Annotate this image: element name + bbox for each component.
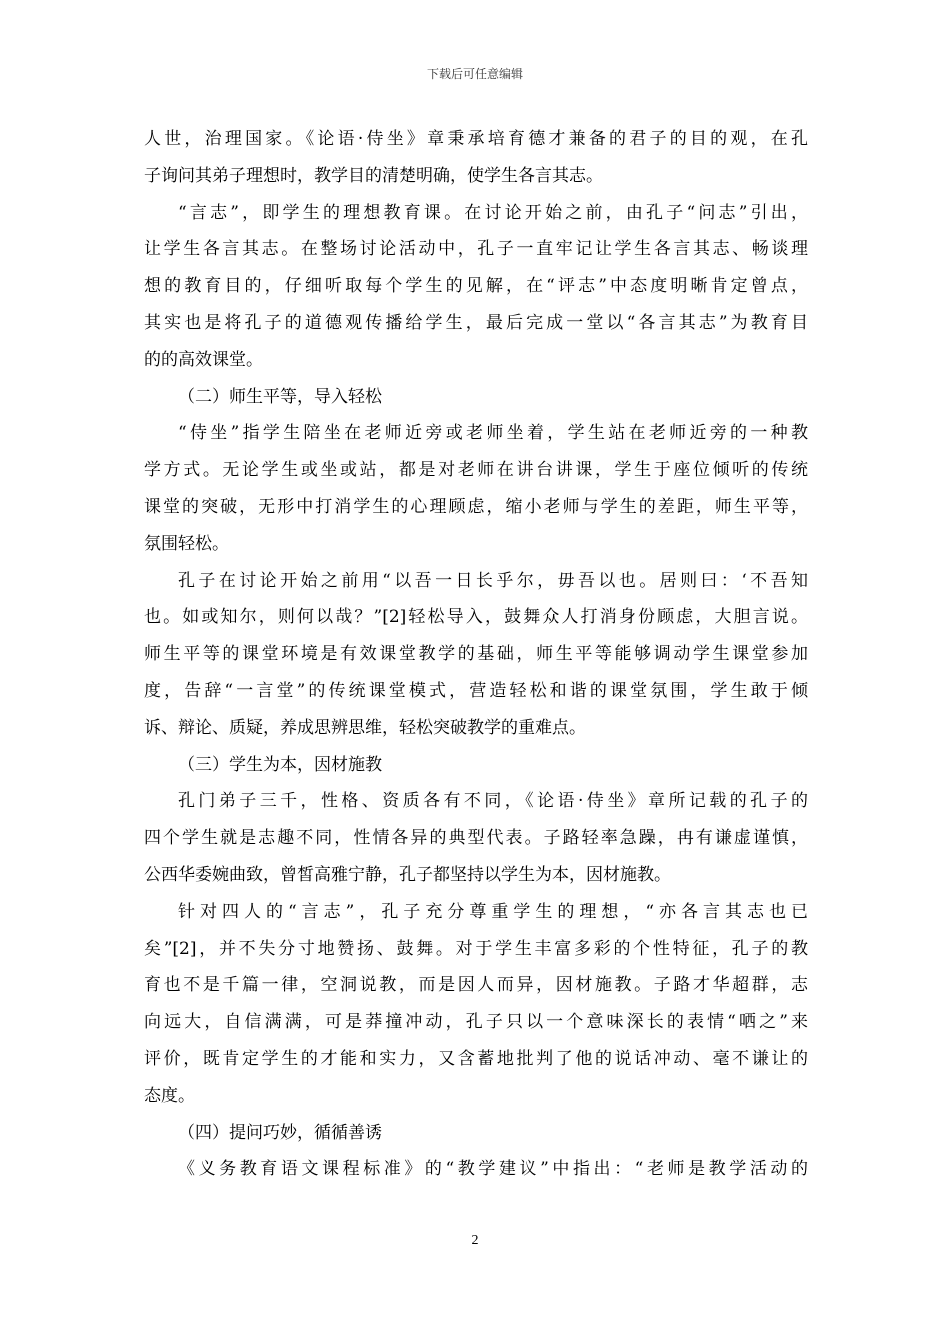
body-line: 其实也是将孔子的道德观传播给学生，最后完成一堂以“各言其志”为教育目: [144, 313, 808, 333]
body-line: 诉、辩论、质疑，养成思辨思维，轻松突破教学的重难点。: [144, 718, 586, 738]
body-line: 育也不是千篇一律，空洞说教，而是因人而异，因材施教。子路才华超群，志: [144, 975, 808, 995]
body-line: 公西华委婉曲致，曾皙高雅宁静，孔子都坚持以学生为本，因材施教。: [144, 865, 671, 885]
body-line: 想的教育目的，仔细听取每个学生的见解，在“评志”中态度明晰肯定曾点，: [144, 276, 808, 296]
body-line: 氛围轻松。: [144, 534, 229, 554]
body-line: 针对四人的“言志”，孔子充分尊重学生的理想，“亦各言其志也已: [178, 902, 808, 922]
body-line: 矣”[2]，并不失分寸地赞扬、鼓舞。对于学生丰富多彩的个性特征，孔子的教: [144, 939, 808, 959]
page-header: 下载后可任意编辑: [426, 67, 523, 81]
body-line: “言志”，即学生的理想教育课。在讨论开始之前，由孔子“问志”引出，: [178, 203, 808, 223]
body-line: 让学生各言其志。在整场讨论活动中，孔子一直牢记让学生各言其志、畅谈理: [144, 239, 808, 259]
body-line: 度，告辞“一言堂”的传统课堂模式，营造轻松和谐的课堂氛围，学生敢于倾: [144, 681, 808, 701]
body-line: 态度。: [144, 1086, 195, 1106]
body-line: 《义务教育语文课程标准》的“教学建议”中指出：“老师是教学活动的: [178, 1159, 808, 1179]
body-line: 孔门弟子三千，性格、资质各有不同，《论语·侍坐》章所记载的孔子的: [178, 791, 808, 811]
body-line: 向远大，自信满满，可是莽撞冲动，孔子只以一个意味深长的表情“哂之”来: [144, 1012, 808, 1032]
page-number: 2: [471, 1233, 479, 1248]
body-line: 课堂的突破，无形中打消学生的心理顾虑，缩小老师与学生的差距，师生平等，: [144, 497, 808, 517]
section-heading: （四）提问巧妙，循循善诱: [178, 1123, 382, 1143]
body-line: 师生平等的课堂环境是有效课堂教学的基础，师生平等能够调动学生课堂参加: [144, 644, 808, 664]
body-line: 评价，既肯定学生的才能和实力，又含蓄地批判了他的说话冲动、毫不谦让的: [144, 1049, 808, 1069]
section-heading: （三）学生为本，因材施教: [178, 755, 382, 775]
body-line: 孔子在讨论开始之前用“以吾一日长乎尔，毋吾以也。居则曰：‘不吾知: [178, 571, 808, 591]
body-line: 的的高效课堂。: [144, 350, 263, 370]
body-line: 学方式。无论学生或坐或站，都是对老师在讲台讲课，学生于座位倾听的传统: [144, 460, 808, 480]
body-line: “侍坐”指学生陪坐在老师近旁或老师坐着，学生站在老师近旁的一种教: [178, 423, 808, 443]
section-heading: （二）师生平等，导入轻松: [178, 387, 382, 407]
body-line: 人世，治理国家。《论语·侍坐》章秉承培育德才兼备的君子的目的观，在孔: [144, 129, 808, 149]
body-line: 子询问其弟子理想时，教学目的清楚明确，使学生各言其志。: [144, 166, 603, 186]
body-line: 四个学生就是志趣不同，性情各异的典型代表。子路轻率急躁，冉有谦虚谨慎，: [144, 828, 808, 848]
body-line: 也。如或知尔，则何以哉？”[2]轻松导入，鼓舞众人打消身份顾虑，大胆言说。: [144, 607, 808, 627]
